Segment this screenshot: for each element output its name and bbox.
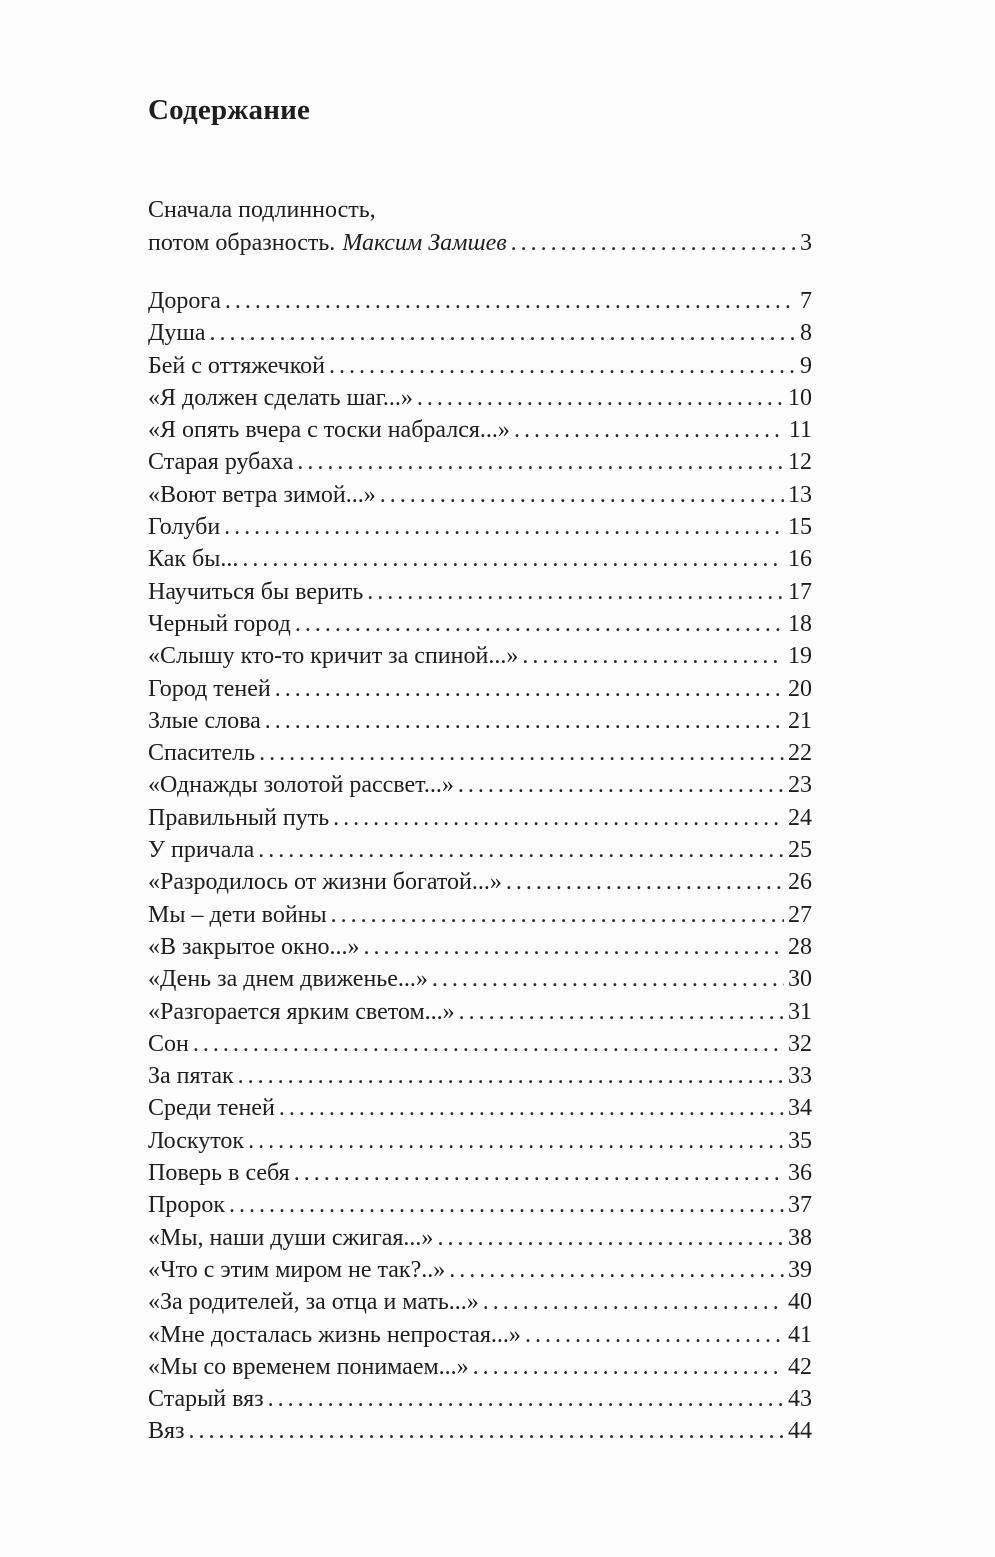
toc-entry — [148, 1322, 812, 1354]
toc-entry — [148, 1354, 812, 1386]
toc-entry — [148, 1289, 812, 1321]
toc-page-number: 32 — [788, 1030, 812, 1057]
toc-entry-title: У причала — [148, 837, 255, 864]
toc-entry-title: Голуби — [148, 514, 221, 541]
toc-entry — [148, 288, 812, 320]
toc-intro-line2: потом образность. — [148, 230, 336, 256]
toc-entry-title: Поверь в себя — [148, 1160, 290, 1187]
toc-page-number: 42 — [788, 1353, 812, 1380]
dot-leader — [224, 514, 784, 541]
toc-entry-title: «День за днем движенье...» — [148, 966, 428, 993]
toc-entry — [148, 1160, 812, 1192]
dot-leader — [380, 482, 784, 509]
toc-entry-title: «Я опять вчера с тоски набрался...» — [148, 417, 510, 444]
toc-entry — [148, 1192, 812, 1224]
toc-entry-title: «Разгорается ярким светом...» — [148, 998, 455, 1025]
toc-entry — [148, 934, 812, 966]
toc-entry — [148, 966, 812, 998]
toc-entry — [148, 579, 812, 611]
toc-page-number: 12 — [788, 449, 812, 476]
toc-page-number: 28 — [788, 933, 812, 960]
toc-page-number: 13 — [788, 481, 812, 508]
toc-page-number: 7 — [800, 288, 812, 314]
toc-entry — [148, 1386, 812, 1418]
dot-leader — [248, 1128, 784, 1155]
toc-page-number: 23 — [788, 772, 812, 799]
dot-leader — [297, 449, 784, 476]
toc-entry-title: Старый вяз — [148, 1386, 264, 1413]
toc-entry-title: Бей с оттяжечкой — [148, 352, 325, 379]
toc-entry-title: «Слышу кто-то кричит за спиной...» — [148, 643, 519, 670]
toc-entry — [148, 643, 812, 675]
dot-leader — [506, 869, 784, 896]
toc-page-number: 19 — [788, 643, 812, 670]
toc-intro-entry — [148, 194, 812, 259]
dot-leader — [210, 320, 796, 347]
toc-entry-title: Среди теней — [148, 1095, 275, 1122]
toc-entry — [148, 1031, 812, 1063]
toc-page-number: 9 — [800, 352, 812, 379]
toc-entry-title: «Мы, наши души сжигая...» — [148, 1224, 434, 1251]
toc-entry — [148, 353, 812, 385]
toc-entry-title: Пророк — [148, 1192, 225, 1219]
toc-entry-title: «Воют ветра зимой...» — [148, 481, 376, 508]
dot-leader — [329, 353, 796, 380]
toc-page-number: 25 — [788, 837, 812, 864]
toc-entry-title: Город теней — [148, 675, 271, 702]
toc-page-number: 20 — [788, 675, 812, 702]
dot-leader — [258, 837, 784, 864]
toc-page-number: 24 — [788, 804, 812, 831]
toc-page-number: 10 — [788, 384, 812, 411]
dot-leader — [225, 288, 796, 315]
toc-page-number: 27 — [788, 901, 812, 928]
toc-page-number: 44 — [788, 1418, 812, 1445]
dot-leader — [459, 999, 784, 1026]
dot-leader — [268, 1386, 784, 1413]
dot-leader — [279, 1095, 784, 1122]
dot-leader — [367, 579, 784, 606]
toc-entry — [148, 514, 812, 546]
toc-intro-author: Максим Замшев — [342, 230, 507, 256]
toc-entry — [148, 1225, 812, 1257]
toc-entry — [148, 482, 812, 514]
toc-entry-title: Сон — [148, 1030, 189, 1057]
dot-leader — [437, 1225, 784, 1252]
dot-leader — [229, 1192, 784, 1219]
toc-entry-title: За пятак — [148, 1063, 234, 1090]
toc-entry-title: Вяз — [148, 1418, 185, 1445]
dot-leader — [294, 1160, 784, 1187]
toc-page-number: 33 — [788, 1063, 812, 1090]
toc-entry-title: «Мы со временем понимаем...» — [148, 1353, 469, 1380]
toc-entry — [148, 772, 812, 804]
toc-intro-row — [148, 227, 812, 259]
toc-entry-title: Лоскуток — [148, 1127, 245, 1154]
toc-entry-title: Старая рубаха — [148, 449, 294, 476]
dot-leader — [265, 708, 784, 735]
toc-entry — [148, 1063, 812, 1095]
toc-page-number: 37 — [788, 1192, 812, 1219]
dot-leader — [522, 643, 784, 670]
toc-entry-title: Дорога — [148, 288, 221, 314]
dot-leader — [295, 611, 784, 638]
dot-leader — [242, 546, 784, 573]
toc-entry-title: Научиться бы верить — [148, 578, 364, 605]
toc-entry-title: «В закрытое окно...» — [148, 933, 360, 960]
toc-entry-title: «Что с этим миром не так?..» — [148, 1256, 446, 1283]
toc-entry-title: «За родителей, за отца и мать...» — [148, 1289, 479, 1316]
dot-leader — [189, 1418, 784, 1445]
toc-page-number: 21 — [788, 707, 812, 734]
toc-page-number: 30 — [788, 966, 812, 993]
toc-entry — [148, 1095, 812, 1127]
toc-entry-title: Как бы... — [148, 546, 239, 573]
dot-leader — [238, 1063, 784, 1090]
toc-page-number: 16 — [788, 546, 812, 573]
toc-page-number: 11 — [788, 417, 812, 444]
toc-entry-title: «Разродилось от жизни богатой...» — [148, 869, 502, 896]
toc-list — [148, 288, 812, 1451]
page-title: Содержание — [148, 94, 311, 126]
toc-page-number: 35 — [788, 1127, 812, 1154]
toc-entry — [148, 320, 812, 352]
dot-leader — [259, 740, 784, 767]
toc-entry — [148, 1418, 812, 1450]
dot-leader — [417, 385, 784, 412]
toc-entry — [148, 417, 812, 449]
toc-entry — [148, 546, 812, 578]
dot-leader — [511, 227, 796, 260]
toc-entry-title: Черный город — [148, 610, 291, 637]
toc-page-number: 38 — [788, 1224, 812, 1251]
dot-leader — [333, 805, 784, 832]
dot-leader — [275, 676, 784, 703]
toc-entry-title: Душа — [148, 320, 206, 347]
toc-entry-title: Спаситель — [148, 740, 256, 767]
toc-page-number: 34 — [788, 1095, 812, 1122]
dot-leader — [193, 1031, 784, 1058]
toc-entry — [148, 999, 812, 1031]
dot-leader — [331, 902, 784, 929]
toc-entry-title: Правильный путь — [148, 804, 330, 831]
toc-entry-title: «Мне досталась жизнь непростая...» — [148, 1321, 521, 1348]
toc-page-number: 22 — [788, 740, 812, 767]
toc-page-number: 43 — [788, 1386, 812, 1413]
toc-entry — [148, 611, 812, 643]
toc-entry — [148, 385, 812, 417]
toc-entry — [148, 902, 812, 934]
toc-page-number: 8 — [800, 320, 812, 347]
toc-page-number: 26 — [788, 869, 812, 896]
toc-entry — [148, 1257, 812, 1289]
dot-leader — [483, 1289, 784, 1316]
dot-leader — [473, 1354, 784, 1381]
toc-entry — [148, 837, 812, 869]
dot-leader — [364, 934, 784, 961]
dot-leader — [449, 1257, 784, 1284]
toc-entry — [148, 449, 812, 481]
toc-entry — [148, 805, 812, 837]
toc-entry — [148, 676, 812, 708]
toc-entry-title: «Однажды золотой рассвет...» — [148, 772, 454, 799]
dot-leader — [458, 772, 784, 799]
toc-page-number: 17 — [788, 578, 812, 605]
toc-entry-title: «Я должен сделать шаг...» — [148, 384, 413, 411]
toc-page-number: 41 — [788, 1321, 812, 1348]
toc-intro-line1: Сначала подлинность, — [148, 197, 376, 223]
toc-entry-title: Мы – дети войны — [148, 901, 327, 928]
dot-leader — [514, 417, 785, 444]
toc-page-number: 40 — [788, 1289, 812, 1316]
dot-leader — [525, 1322, 784, 1349]
dot-leader — [432, 966, 784, 993]
toc-page-number: 39 — [788, 1256, 812, 1283]
toc-page-number: 31 — [788, 998, 812, 1025]
toc-entry-title: Злые слова — [148, 707, 261, 734]
toc-page-number: 15 — [788, 514, 812, 541]
toc-entry — [148, 740, 812, 772]
toc-entry — [148, 869, 812, 901]
toc-entry — [148, 708, 812, 740]
toc-entry — [148, 1128, 812, 1160]
toc-page-number: 18 — [788, 610, 812, 637]
toc-page-number: 36 — [788, 1160, 812, 1187]
toc-page-number: 3 — [800, 230, 812, 256]
